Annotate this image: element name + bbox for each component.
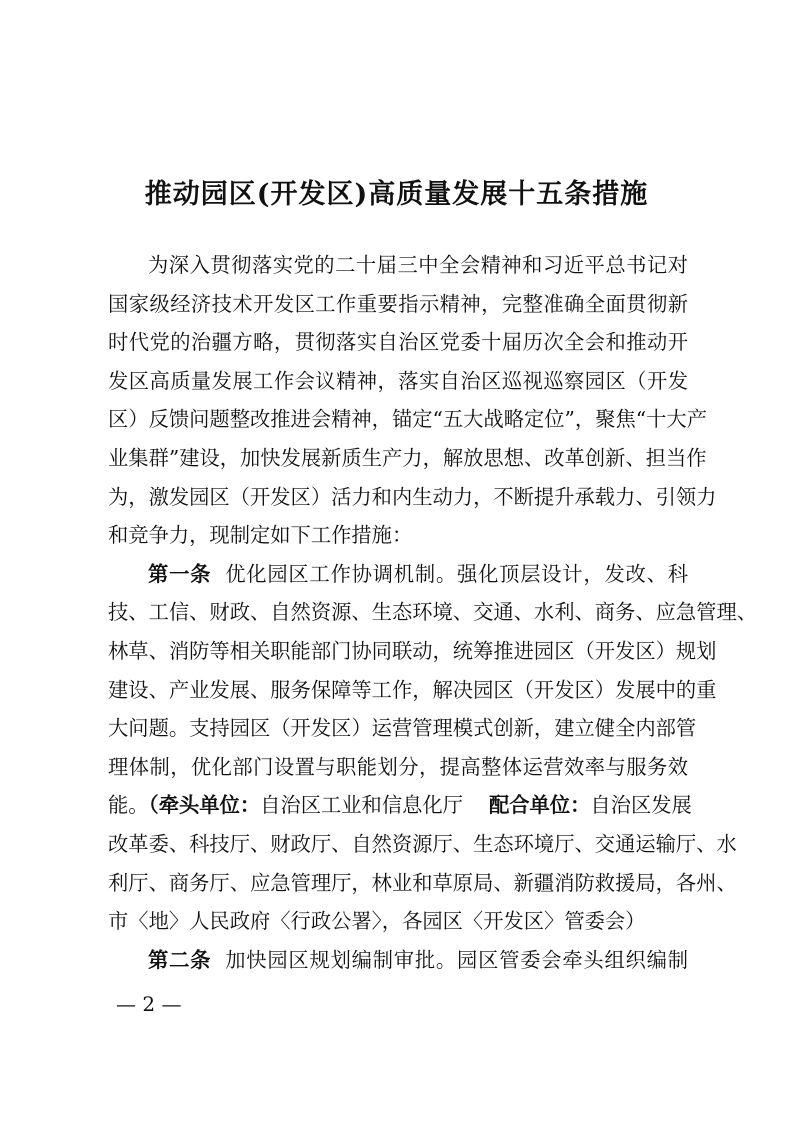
paragraph-line: 技、工信、财政、自然资源、生态环境、交通、水利、商务、应急管理、 — [108, 600, 758, 625]
paragraph-line — [108, 786, 692, 825]
document-title: 推动园区(开发区)高质量发展十五条措施 — [144, 179, 649, 210]
paragraph-line: 国家级经济技术开发区工作重要指示精神，完整准确全面贯彻新 — [108, 291, 688, 316]
paragraph-line: 建设、产业发展、服务保障等工作，解决园区（开发区）发展中的重 — [108, 677, 717, 702]
paragraph-line: 为深入贯彻落实党的二十届三中全会精神和习近平总书记对 — [148, 253, 688, 277]
paragraph-line: 理体制，优化部门设置与职能划分，提高整体运营效率与服务效 — [108, 754, 688, 779]
paragraph-line: 利厅、商务厅、应急管理厅，林业和草原局、新疆消防救援局，各州、 — [108, 870, 737, 895]
lead-unit-label: （牵头单位： — [148, 793, 261, 818]
document-body — [108, 246, 758, 979]
paragraph-line: 发区高质量发展工作会议精神，落实自治区巡视巡察园区（开发 — [108, 368, 688, 393]
paragraph-line: 时代党的治疆方略，贯彻落实自治区党委十届历次全会和推动开 — [108, 330, 688, 355]
paragraph-line: 和竞争力，现制定如下工作措施： — [108, 523, 413, 548]
paragraph-line: 业集群”建设，加快发展新质生产力，解放思想、改革创新、担当作 — [108, 445, 707, 470]
article-text: 加快园区规划编制审批。园区管委会牵头组织编制 — [225, 947, 688, 972]
paragraph-line: 大问题。支持园区（开发区）运营管理模式创新，建立健全内部管 — [108, 716, 697, 741]
page-number: — 2 — — [116, 992, 182, 1016]
paragraph-line: 改革委、科技厅、财政厅、自然资源厅、生态环境厅、交通运输厅、水 — [108, 831, 737, 856]
paragraph-line: 为，激发园区（开发区）活力和内生动力，不断提升承载力、引领力 — [108, 484, 717, 509]
article-first-line — [108, 941, 688, 980]
article-label: 第二条 — [148, 947, 212, 972]
article-label: 第一条 — [148, 561, 212, 586]
coop-unit-label: 配合单位： — [488, 793, 591, 818]
paragraph-line: 林草、消防等相关职能部门协同联动，统筹推进园区（开发区）规划 — [108, 638, 717, 663]
line-prefix: 能。 — [108, 793, 149, 818]
lead-unit-value: 自治区工业和信息化厅 — [260, 793, 463, 818]
coop-unit-value: 自治区发展 — [590, 793, 692, 818]
paragraph-line: 市〈地〉人民政府〈行政公署〉，各园区〈开发区〉管委会） — [108, 909, 646, 934]
article-text: 优化园区工作协调机制。强化顶层设计，发改、科 — [225, 561, 688, 586]
paragraph-line: 区）反馈问题整改推进会精神，锚定“五大战略定位”，聚焦“十大产 — [108, 407, 707, 432]
article-first-line — [108, 555, 688, 594]
